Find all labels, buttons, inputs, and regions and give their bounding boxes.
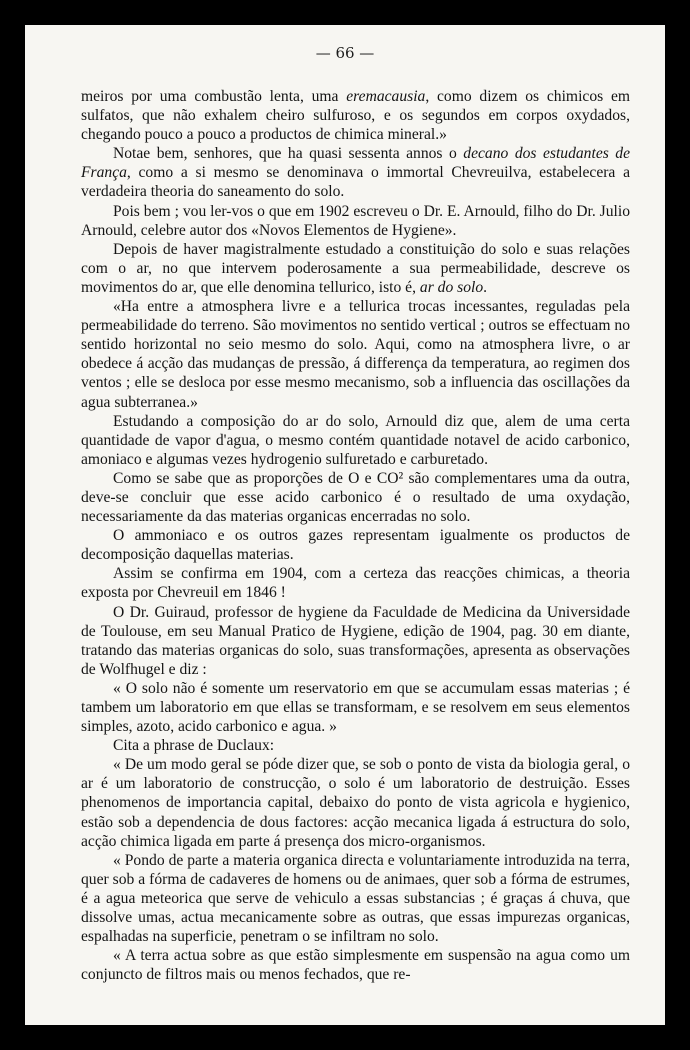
- paragraph: [81, 412, 630, 469]
- text-run: « O solo não é somente um reservatorio em que se accumulam essas materias ; é tambem um laboratorio em que ellas se transformam, e se resolvem em seus elementos simples, azoto, acido carbonico e agua. »: [81, 679, 630, 736]
- paragraph: [81, 603, 630, 679]
- page-number: — 66 —: [315, 44, 375, 62]
- paragraph: [81, 736, 630, 755]
- paragraph: [81, 202, 630, 240]
- italic-text: eremacausia: [346, 88, 426, 105]
- text-run: Pois bem ; vou ler-vos o que em 1902 escreveu o Dr. E. Arnould, filho do Dr. Julio Arnould, celebre autor dos «Novos Elementos de Hygiene».: [81, 202, 630, 239]
- text-run: «Ha entre a atmosphera livre e a tellurica trocas incessantes, reguladas pela permeabilidade do terreno. São movimentos no sentido vertical ; outros se effectuam no sentido horizontal no seio mesmo do solo. Aqui, como na atmosphera livre, o ar obedece á acção das mudanças de pressão, á differença da temperatura, ao regimen dos ventos ; elle se desloca por esse mesmo mecanismo, sob a influencia das oscillações da agua subterranea.»: [81, 298, 630, 411]
- text-run: Cita a phrase de Duclaux:: [113, 737, 275, 755]
- text-run: .: [483, 278, 488, 296]
- page-body: [81, 87, 630, 984]
- paragraph: [81, 469, 630, 526]
- text-run: O ammoniaco e os outros gazes representam igualmente os productos de decomposição daquellas materias.: [81, 527, 630, 564]
- paragraph: [81, 87, 630, 144]
- text-run: , como a si mesmo se denominava o immortal Chevreuilva, estabelecera a verdadeira theoria do saneamento do solo.: [81, 164, 630, 201]
- text-run: O Dr. Guiraud, professor de hygiene da Faculdade de Medicina da Universidade de Toulouse, em seu Manual Pratico de Hygiene, edição de 1904, pag. 30 em diante, tratando das materias organicas do solo, suas transformações, apresenta as observações de Wolfhugel e diz :: [81, 603, 630, 678]
- text-run: Depois de haver magistralmente estudado a constituição do solo e suas relações com o ar, no que intervem poderosamente a sua permeabilidade, descreve os movimentos do ar, que elle denomina tellurico, isto é,: [81, 240, 630, 296]
- text-run: « Pondo de parte a materia organica directa e voluntariamente introduzida na terra, quer sob a fórma de cadaveres de homens ou de animaes, quer sob a fórma de estrumes, é a agua meteorica que serve de vehiculo a essas substancias ; é graças á chuva, que dissolve umas, actua mecanicamente sobre as outras, que essas impurezas organicas, espalhadas na superficie, penetram o se infiltram no solo.: [81, 851, 630, 946]
- text-run: , como dizem os chimicos em sulfatos, que não exhalem cheiro sulfuroso, e os segundos em corpos oxydados, chegando pouco a pouco a productos de chimica mineral.»: [81, 88, 630, 144]
- paragraph: [81, 851, 630, 946]
- paragraph: [81, 564, 630, 602]
- book-page: [25, 25, 665, 1025]
- text-run: Assim se confirma em 1904, com a certeza das reacções chimicas, a theoria exposta por Chevreuil em 1846 !: [81, 565, 630, 602]
- italic-text: ar do solo: [419, 278, 484, 296]
- text-run: Notae bem, senhores, que ha quasi sessenta annos o: [113, 145, 464, 163]
- paragraph: [81, 526, 630, 564]
- paragraph: [81, 240, 630, 297]
- paragraph: [81, 297, 630, 412]
- text-run: « A terra actua sobre as que estão simplesmente em suspensão na agua como um conjuncto de filtros mais ou menos fechados, que re-: [81, 947, 630, 984]
- text-run: Como se sabe que as proporções de O e CO² são complementares uma da outra, deve-se concluir que esse acido carbonico é o resultado de uma oxydação, necessariamente da das materias organicas encerradas no solo.: [81, 469, 630, 526]
- italic-text: decano dos estudantes de França: [81, 145, 631, 182]
- paragraph: [81, 144, 630, 201]
- paragraph: [81, 946, 630, 984]
- paragraph: [81, 679, 630, 736]
- paragraph: [81, 755, 630, 850]
- text-run: « De um modo geral se póde dizer que, se sob o ponto de vista da biologia geral, o ar é um laboratorio de construcção, o solo é um laboratorio de destruição. Esses phenomenos de importancia capital, debaixo do ponto de vista agricola e hygienico, estão sob a dependencia de dous factores: acção mecanica ligada á estructura do solo, acção chimica ligada em parte á presença dos micro-organismos.: [81, 756, 630, 850]
- text-run: Estudando a composição do ar do solo, Arnould diz que, alem de uma certa quantidade de vapor d'agua, o mesmo contém quantidade notavel de acido carbonico, amoniaco e algumas vezes hydrogenio sulfuretado e carburetado.: [81, 412, 630, 468]
- text-run: meiros por uma combustão lenta, uma: [81, 88, 347, 105]
